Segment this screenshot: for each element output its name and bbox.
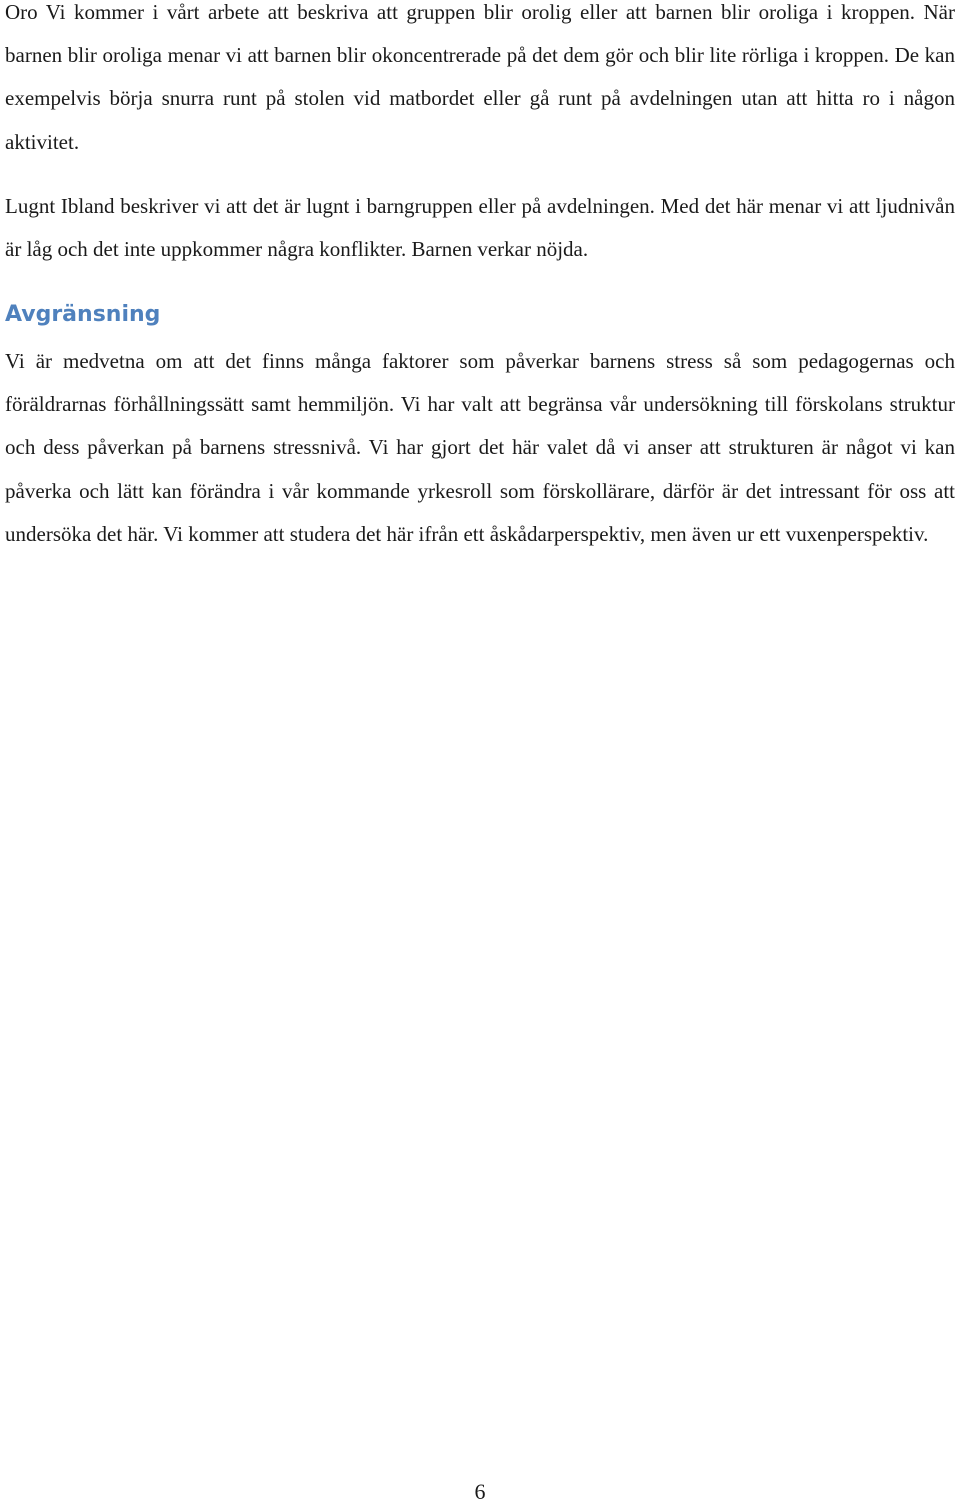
section-heading-avgransning: Avgränsning (5, 302, 161, 327)
page-number: 6 (474, 1479, 486, 1504)
paragraph-avgransning: Vi är medvetna om att det finns många faktorer som påverkar barnens stress så som pedagogernas och föräldrarnas förhållningssätt samt hemmiljön. Vi har valt att begränsa vår undersökning till förskolans struktur och dess påverkan på barnens stressnivå. Vi har gjort det här valet då vi anser att strukturen är något vi kan påverka och lätt kan förändra i vår kommande yrkesroll som förskollärare, därför är det intressant för oss att undersöka det här. Vi kommer att studera det här ifrån ett åskådarperspektiv, men även ur ett vuxenperspektiv. (5, 349, 955, 546)
paragraph-oro-definition: Oro Vi kommer i vårt arbete att beskriva att gruppen blir orolig eller att barnen blir oroliga i kroppen. När barnen blir oroliga menar vi att barnen blir okoncentrerade på det dem gör och blir lite rörliga i kroppen. De kan exempelvis börja snurra runt på stolen vid matbordet eller gå runt på avdelningen utan att hitta ro i någon aktivitet. (5, 0, 955, 154)
paragraph-lugnt-definition: Lugnt Ibland beskriver vi att det är lugnt i barngruppen eller på avdelningen. Med det här menar vi att ljudnivån är låg och det inte uppkommer några konflikter. Barnen verkar nöjda. (5, 194, 955, 262)
